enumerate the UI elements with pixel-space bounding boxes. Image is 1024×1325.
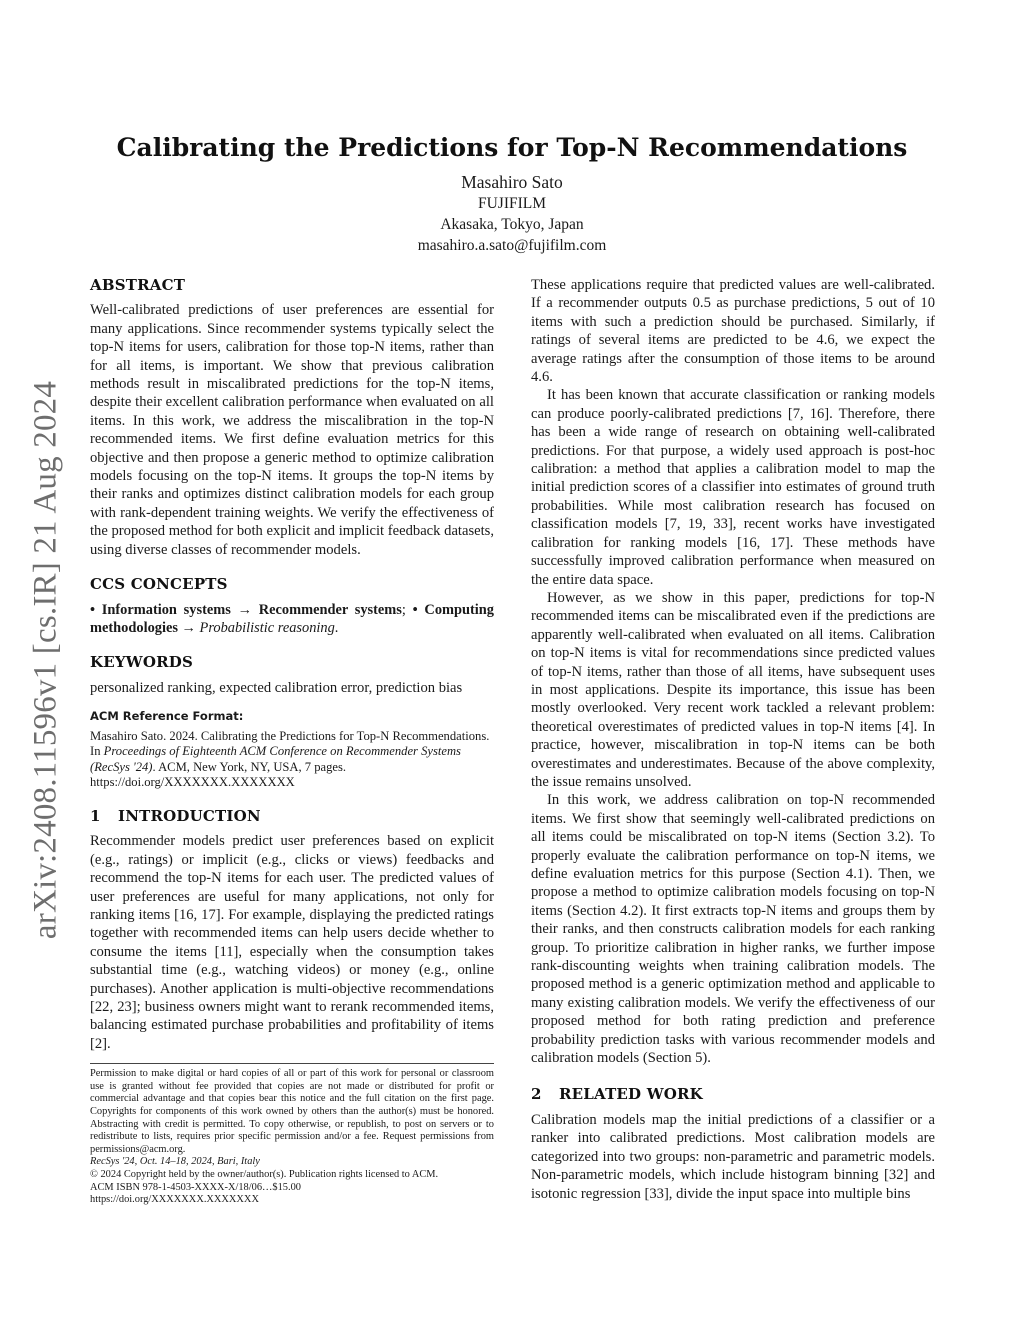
footnote-rule [90, 1063, 494, 1064]
permission-notice [90, 1068, 494, 1207]
related-work-number: 2 [531, 1085, 542, 1104]
introduction-title: INTRODUCTION [118, 806, 261, 825]
ccs-term-1: • Information systems [90, 601, 231, 618]
ccs-arrow-2: → [177, 619, 200, 636]
ref-part-2: . ACM, New York, NY, USA, 7 pages. https://doi.org/XXXXXXX.XXXXXXX [90, 759, 347, 790]
abstract-text: Well-calibrated predictions of user preferences are essential for many applications. Since recommender systems typically select the top-N items for users, calibration for those top-N items, rather than for all items, is important. We show that previous calibration methods result in miscalibrated predictions for the top-N items, despite their excellent calibration performance when evaluated on all items. In this work, we address the miscalibration in the top-N recommended items. We first define evaluation metrics for this objective and then propose a generic method to optimize calibration models focusing on the top-N items. It groups the top-N items by their ranks and optimizes distinct calibration models for each group with rank-dependent training weights. We verify the effectiveness of the proposed method for both explicit and implicit feedback datasets, using diverse classes of recommender models. [90, 302, 494, 558]
doi-line: https://doi.org/XXXXXXX.XXXXXXX [90, 1194, 259, 1206]
introduction-paragraph-2: These applications require that predicted values are well-calibrated. If a recommender outputs 0.5 as purchase predictions, 5 out of 10 items with such a prediction should be purchased. Similarly, if ratings of several items are predicted to be 4.6, we expect the average ratings after the consumption of those items to be around 4.6. [531, 277, 935, 386]
ccs-term-1b: Recommender systems [258, 601, 402, 618]
reference-format-heading: ACM Reference Format: [90, 709, 244, 724]
introduction-paragraph-5: In this work, we address calibration on top-N recommended items. We first show that seemingly well-calibrated predictions on all items could be miscalibrated on top-N items (Section 3.2). To properly evaluate the calibration performance on top-N items, we define evaluation metrics for this purpose (Section 4.1). Then, we propose a method to optimize calibration models focusing on top-N items (Section 4.2). It first extracts top-N items and groups them by their ranks, and then constructs calibration models for each ranking group. To prioritize calibration in higher ranks, we further impose rank-discounting weights when training calibration models. The proposed method is a generic optimization method and applicable to many existing calibration models. We verify the effectiveness of our proposed method for both rating prediction and preference probability prediction tasks with various recommender models and calibration models (Section 5). [531, 792, 935, 1067]
title-block [0, 133, 1024, 256]
introduction-paragraph-1: Recommender models predict user preferences based on explicit (e.g., ratings) or implicit (e.g., clicks or views) feedbacks and recommend the top-N items for each user. The predicted values of user preferences are useful for many applications, not only for ranking items [16, 17]. For example, displaying the predicted ratings together with recommended items can help users decide whether to consume the items [11], especially when the consumption takes substantial time (e.g., watching videos) or money (e.g., online purchases). Another application is multi-objective recommendations [22, 23]; business owners might want to rerank recommended items, balancing estimated purchase probabilities and profitability of items [2]. [90, 833, 494, 1052]
related-work-heading [531, 1085, 935, 1103]
copyright-line: © 2024 Copyright held by the owner/author(s). Publication rights licensed to ACM. [90, 1168, 439, 1180]
right-column [531, 276, 935, 1203]
ccs-heading: CCS CONCEPTS [90, 575, 228, 594]
author-name: Masahiro Sato [461, 172, 563, 192]
keywords-text: personalized ranking, expected calibration error, prediction bias [90, 679, 463, 696]
introduction-heading [90, 807, 494, 825]
ccs-end: . [334, 619, 339, 636]
permission-text: Permission to make digital or hard copies of all or part of this work for personal or classroom use is granted without fee provided that copies are not made or distributed for profit or commercial advantage and that copies bear this notice and the full citation on the first page. Copyrights for components of this work owned by others than the author(s) must be honored. Abstracting with credit is permitted. To copy otherwise, or republish, to post on servers or to redistribute to lists, requires prior specific permission and/or a fee. Request permissions from permissions@acm.org. [90, 1068, 494, 1155]
ref-part-1: Masahiro Sato. 2024. Calibrating the Predictions for Top-N Recommendations. In [90, 728, 490, 759]
left-column [90, 276, 494, 1207]
author-org: FUJIFILM [477, 195, 547, 212]
related-work-title: RELATED WORK [559, 1085, 703, 1104]
ref-venue: Proceedings of Eighteenth ACM Conference on Recommender Systems (RecSys '24) [90, 744, 461, 774]
arxiv-identifier: arXiv:2408.11596v1 [cs.IR] 21 Aug 2024 [27, 380, 64, 940]
ccs-concepts [90, 601, 494, 638]
author-email: masahiro.a.sato@fujifilm.com [417, 237, 607, 254]
isbn-line: ACM ISBN 978-1-4503-XXXX-X/18/06…$15.00 [90, 1181, 301, 1193]
paper-title: Calibrating the Predictions for Top-N Recommendations [116, 133, 908, 162]
introduction-paragraph-3: It has been known that accurate classification or ranking models can produce poorly-calibrated predictions [7, 16]. Therefore, there has been a wide range of research on obtaining well-calibrated predictions. For that purpose, a widely used approach is post-hoc calibration: a method that applies a calibration model to map the initial prediction scores of a classifier into estimates of ground truth probabilities. While most calibration research has focused on classification models [7, 19, 33], recent works have investigated calibration for ranking models [16, 17]. These methods have successfully improved calibration performance when measured on the entire data space. [531, 387, 935, 588]
reference-format-text [90, 729, 494, 791]
conference-info: RecSys '24, Oct. 14–18, 2024, Bari, Italy [90, 1156, 260, 1168]
ccs-term-2b: Probabilistic reasoning [199, 619, 335, 636]
introduction-number: 1 [90, 806, 101, 825]
keywords-heading: KEYWORDS [90, 653, 193, 672]
related-work-paragraph-1: Calibration models map the initial predictions of a classifier or a ranker into calibrated predictions. Most calibration models are categorized into two groups: non-parametric and parametric models. Non-parametric models, which include histogram binning [32] and isotonic regression [33], divide the input space into multiple bins [531, 1111, 935, 1202]
author-location: Akasaka, Tokyo, Japan [440, 216, 584, 233]
introduction-paragraph-4: However, as we show in this paper, predictions for top-N recommended items can be miscalibrated even if the predictions are apparently well-calibrated when evaluated on all items. Calibration on top-N items is vital for recommendations since predicted values of top-N items, rather than those of all items, have subsequent uses in most applications. Despite its importance, this issue has been mostly overlooked. Very recent work tackled a relevant problem: theoretical overestimates of predicted values in top-N items [4]. In practice, however, miscalibration in top-N items can be both overestimates and underestimates. Because of the above complexity, the issue remains unsolved. [531, 589, 935, 790]
ccs-arrow-1: → [230, 601, 259, 618]
abstract-heading: ABSTRACT [90, 276, 186, 294]
ccs-term-2: • Computing methodologies [90, 601, 494, 636]
ccs-separator: ; [401, 601, 413, 618]
